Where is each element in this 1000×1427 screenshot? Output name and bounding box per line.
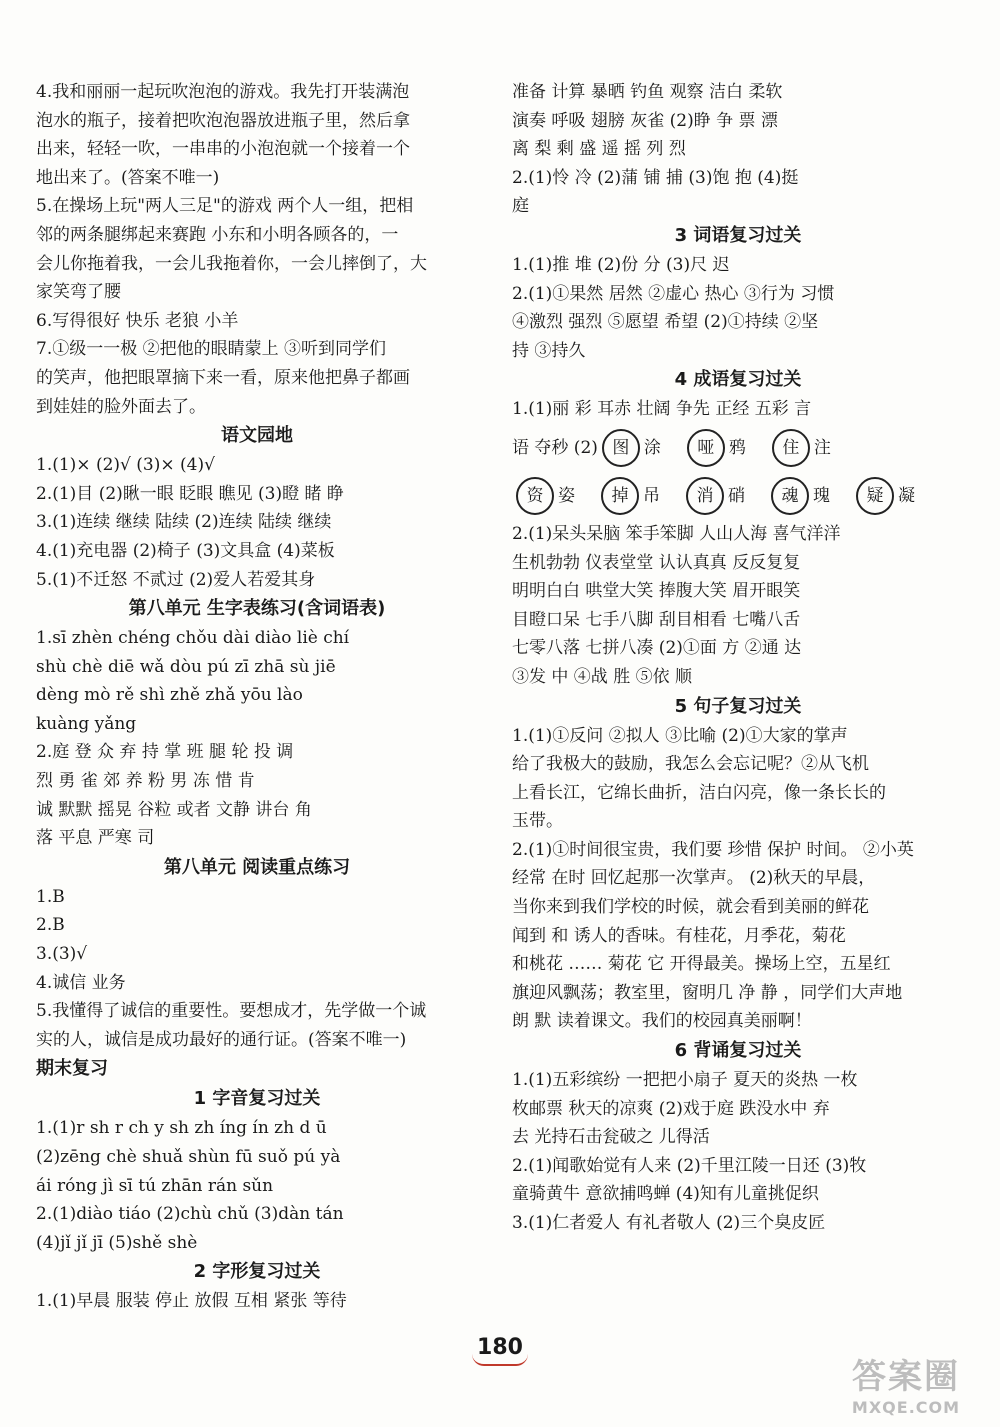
answer-line: 庭	[512, 196, 529, 217]
answer-line: 烈 勇 雀 郊 养 粉 男 冻 惜 肯	[36, 771, 255, 792]
answer-line: 旗迎风飘荡；教室里，窗明几 净 静 ，同学们大声地	[512, 982, 903, 1003]
answer-line: 3.(1)连续 继续 陆续 (2)连续 陆续 继续	[36, 512, 332, 533]
answer-line: dèng mò rě shì zhě zhǎ yōu lào	[36, 685, 303, 706]
answer-line: 目瞪口呆 七手八脚 刮目相看 七嘴八舌	[512, 609, 801, 630]
answer-line: 1.(1)推 堆 (2)份 分 (3)尺 迟	[512, 254, 730, 275]
answer-character: 注	[813, 437, 831, 458]
answer-line: 2.(1)怜 冷 (2)蒲 铺 捕 (3)饱 抱 (4)挺	[512, 167, 799, 188]
circled-answer-line	[512, 472, 964, 520]
section-heading: 6 背诵复习过关	[674, 1040, 802, 1062]
answer-line: ④激烈 强烈 ⑤愿望 希望 (2)①持续 ②坚	[512, 312, 819, 333]
watermark-url: MXQE.COM	[851, 1398, 961, 1417]
answer-line: 5.我懂得了诚信的重要性。要想成才，先学做一个诚	[36, 1001, 427, 1022]
answer-line: 泡水的瓶子，接着把吹泡泡器放进瓶子里，然后拿	[36, 110, 410, 131]
circled-character: 住	[772, 429, 810, 467]
section-heading: 语文园地	[221, 425, 293, 447]
answer-line: 枚邮票 秋天的凉爽 (2)戏于庭 跌没水中 弃	[512, 1098, 830, 1119]
circled-character: 资	[516, 477, 554, 515]
answer-line: 持 ③持久	[512, 340, 586, 361]
circled-character: 掉	[601, 477, 639, 515]
answer-line: 7.①级一一极 ②把他的眼睛蒙上 ③听到同学们	[36, 339, 387, 360]
answer-line: 经常 在时 回忆起那一次掌声。 (2)秋天的早晨，	[512, 868, 876, 889]
answer-line: 2.(1)①果然 居然 ②虚心 热心 ③行为 习惯	[512, 283, 835, 304]
answer-line: 会儿你拖着我，一会儿我拖着你，一会儿摔倒了，大	[36, 253, 427, 274]
answer-line: 明明白白 哄堂大笑 捧腹大笑 眉开眼笑	[512, 581, 801, 602]
answer-line: kuàng yǎng	[36, 713, 137, 734]
answer-line: 闻到 和 诱人的香味。有桂花，月季花，菊花	[512, 925, 846, 946]
answer-character: 姿	[558, 485, 575, 506]
answer-line: 1.(1)× (2)√ (3)× (4)√	[36, 455, 215, 476]
answer-character: 鸦	[728, 437, 746, 458]
right-column	[512, 78, 964, 1238]
answer-character: 吊	[643, 485, 660, 506]
answer-line: 地出来了。(答案不唯一)	[36, 167, 220, 188]
answer-character: 凝	[898, 485, 915, 506]
watermark-logo: 答案圈	[852, 1357, 960, 1397]
circled-answer-line	[512, 424, 964, 472]
answer-line: 童骑黄牛 意欲捕鸣蝉 (4)知有儿童挑促织	[512, 1184, 819, 1205]
answer-line: 朗 默 读着课文。我们的校园真美丽啊！	[512, 1011, 812, 1032]
section-heading: 3 词语复习过关	[674, 224, 802, 246]
answer-line: 2.(1)①时间很宝贵，我们要 珍惜 保护 时间。 ②小英	[512, 839, 914, 860]
answer-line: 生机勃勃 仪表堂堂 认认真真 反反复复	[512, 552, 801, 573]
answer-line: 演奏 呼吸 翅膀 灰雀 (2)睁 争 票 漂	[512, 110, 778, 131]
answer-character: 瑰	[813, 485, 830, 506]
answer-line: 1.(1)丽 彩 耳赤 壮阔 争先 正经 五彩 言	[512, 399, 812, 420]
answer-line: ái róng jì sī tú zhān rán sǔn	[36, 1175, 274, 1196]
answer-line: 上看长江，它绵长曲折，洁白闪亮，像一条长长的	[512, 782, 886, 803]
answer-character: 硝	[728, 485, 745, 506]
answer-line: 家笑弯了腰	[36, 282, 121, 303]
answer-line: 去 光持石击瓮破之 儿得活	[512, 1127, 710, 1148]
answer-line: 到娃娃的脸外面去了。	[36, 396, 206, 417]
answer-line: 和桃花 …… 菊花 它 开得最美。操场上空，五星红	[512, 954, 891, 975]
answer-line: 3.(1)仁者爱人 有礼者敬人 (2)三个臭皮匠	[512, 1213, 826, 1233]
answer-line: 5.在操场上玩"两人三足"的游戏 两个人一组，把相	[36, 196, 414, 217]
answer-line: 邻的两条腿绑起来赛跑 小东和小明各顾各的，一	[36, 224, 399, 245]
circled-character: 疑	[856, 477, 894, 515]
answer-line: 2.(1)目 (2)瞅一眼 眨眼 瞧见 (3)瞪 睹 睁	[36, 483, 344, 504]
answer-line: 1.(1)早晨 服装 停止 放假 互相 紧张 等待	[36, 1291, 347, 1312]
answer-line: 2.B	[36, 915, 65, 936]
section-heading: 1 字音复习过关	[193, 1088, 321, 1110]
watermark	[826, 1349, 986, 1417]
answer-line: 2.(1)闻歌始觉有人来 (2)千里江陵一日还 (3)牧	[512, 1155, 867, 1176]
answer-line: 4.我和丽丽一起玩吹泡泡的游戏。我先打开装满泡	[36, 82, 410, 102]
page-number-text: 180	[477, 1335, 523, 1360]
answer-line: 实的人，诚信是成功最好的通行证。(答案不唯一)	[36, 1029, 407, 1050]
section-heading: 期末复习	[36, 1058, 108, 1080]
section-heading: 4 成语复习过关	[674, 369, 802, 391]
answer-line: 给了我极大的鼓励，我怎么会忘记呢？②从飞机	[512, 754, 869, 775]
circled-character: 图	[602, 429, 640, 467]
answer-line: 5.(1)不迁怒 不贰过 (2)爱人若爱其身	[36, 569, 316, 590]
answer-line: ③发 中 ④战 胜 ⑤依 顺	[512, 666, 693, 687]
answer-line: 6.写得很好 快乐 老狼 小羊	[36, 310, 239, 331]
section-heading: 2 字形复习过关	[193, 1261, 321, 1283]
answer-line: 3.(3)√	[36, 944, 88, 965]
answer-line: (2)zēng chè shuǎ shùn fū suǒ pú yà	[36, 1147, 341, 1167]
answer-line: 2.庭 登 众 弃 持 掌 班 腿 轮 投 调	[36, 742, 294, 763]
answer-line: 离 梨 剩 盛 遥 摇 列 烈	[512, 139, 686, 160]
answer-line: 1.B	[36, 886, 65, 907]
answer-line: 2.(1)diào tiáo (2)chù chǔ (3)dàn tán	[36, 1204, 344, 1225]
answer-line: (4)jǐ jǐ jī (5)shě shè	[36, 1232, 198, 1253]
answer-character: 涂	[643, 437, 661, 458]
answer-line: 七零八落 七拼八凑 (2)①面 方 ②通 达	[512, 638, 802, 659]
circled-character: 消	[686, 477, 724, 515]
answer-line: 4.诚信 业务	[36, 972, 126, 993]
answer-line: 诚 默默 摇晃 谷粒 或者 文静 讲台 角	[36, 799, 312, 820]
answer-line: 1.(1)r sh r ch y sh zh íng ín zh d ū	[36, 1118, 327, 1139]
left-column	[36, 78, 478, 1316]
section-heading: 5 句子复习过关	[674, 695, 802, 717]
line-prefix: 语 夺秒 (2)	[512, 437, 598, 458]
page-number-decoration	[472, 1354, 528, 1366]
answer-line: 落 平息 严寒 司	[36, 828, 155, 849]
answer-line: 当你来到我们学校的时候，就会看到美丽的鲜花	[512, 897, 869, 918]
circled-character: 魂	[771, 477, 809, 515]
answer-line: 准备 计算 暴晒 钓鱼 观察 洁白 柔软	[512, 82, 783, 102]
answer-line: 2.(1)呆头呆脑 笨手笨脚 人山人海 喜气洋洋	[512, 523, 841, 544]
circled-character: 哑	[687, 429, 725, 467]
answer-line: 1.(1)①反问 ②拟人 ③比喻 (2)①大家的掌声	[512, 725, 848, 746]
section-heading: 第八单元 阅读重点练习	[163, 856, 351, 878]
answer-line: 的笑声，他把眼罩摘下来一看，原来他把鼻子都画	[36, 367, 410, 388]
answer-line: 玉带。	[512, 811, 563, 832]
answer-line: 出来，轻轻一吹，一串串的小泡泡就一个接着一个	[36, 139, 410, 160]
page-number	[466, 1330, 534, 1366]
answer-line: 1.sī zhèn chéng chǒu dài diào liè chí	[36, 628, 350, 649]
answer-line: 4.(1)充电器 (2)椅子 (3)文具盒 (4)菜板	[36, 540, 335, 561]
answer-line: 1.(1)五彩缤纷 一把把小扇子 夏天的炎热 一枚	[512, 1070, 858, 1091]
section-heading: 第八单元 生字表练习(含词语表)	[128, 598, 386, 620]
answer-line: shù chè diē wǎ dòu pú zī zhā sù jiē	[36, 656, 336, 677]
